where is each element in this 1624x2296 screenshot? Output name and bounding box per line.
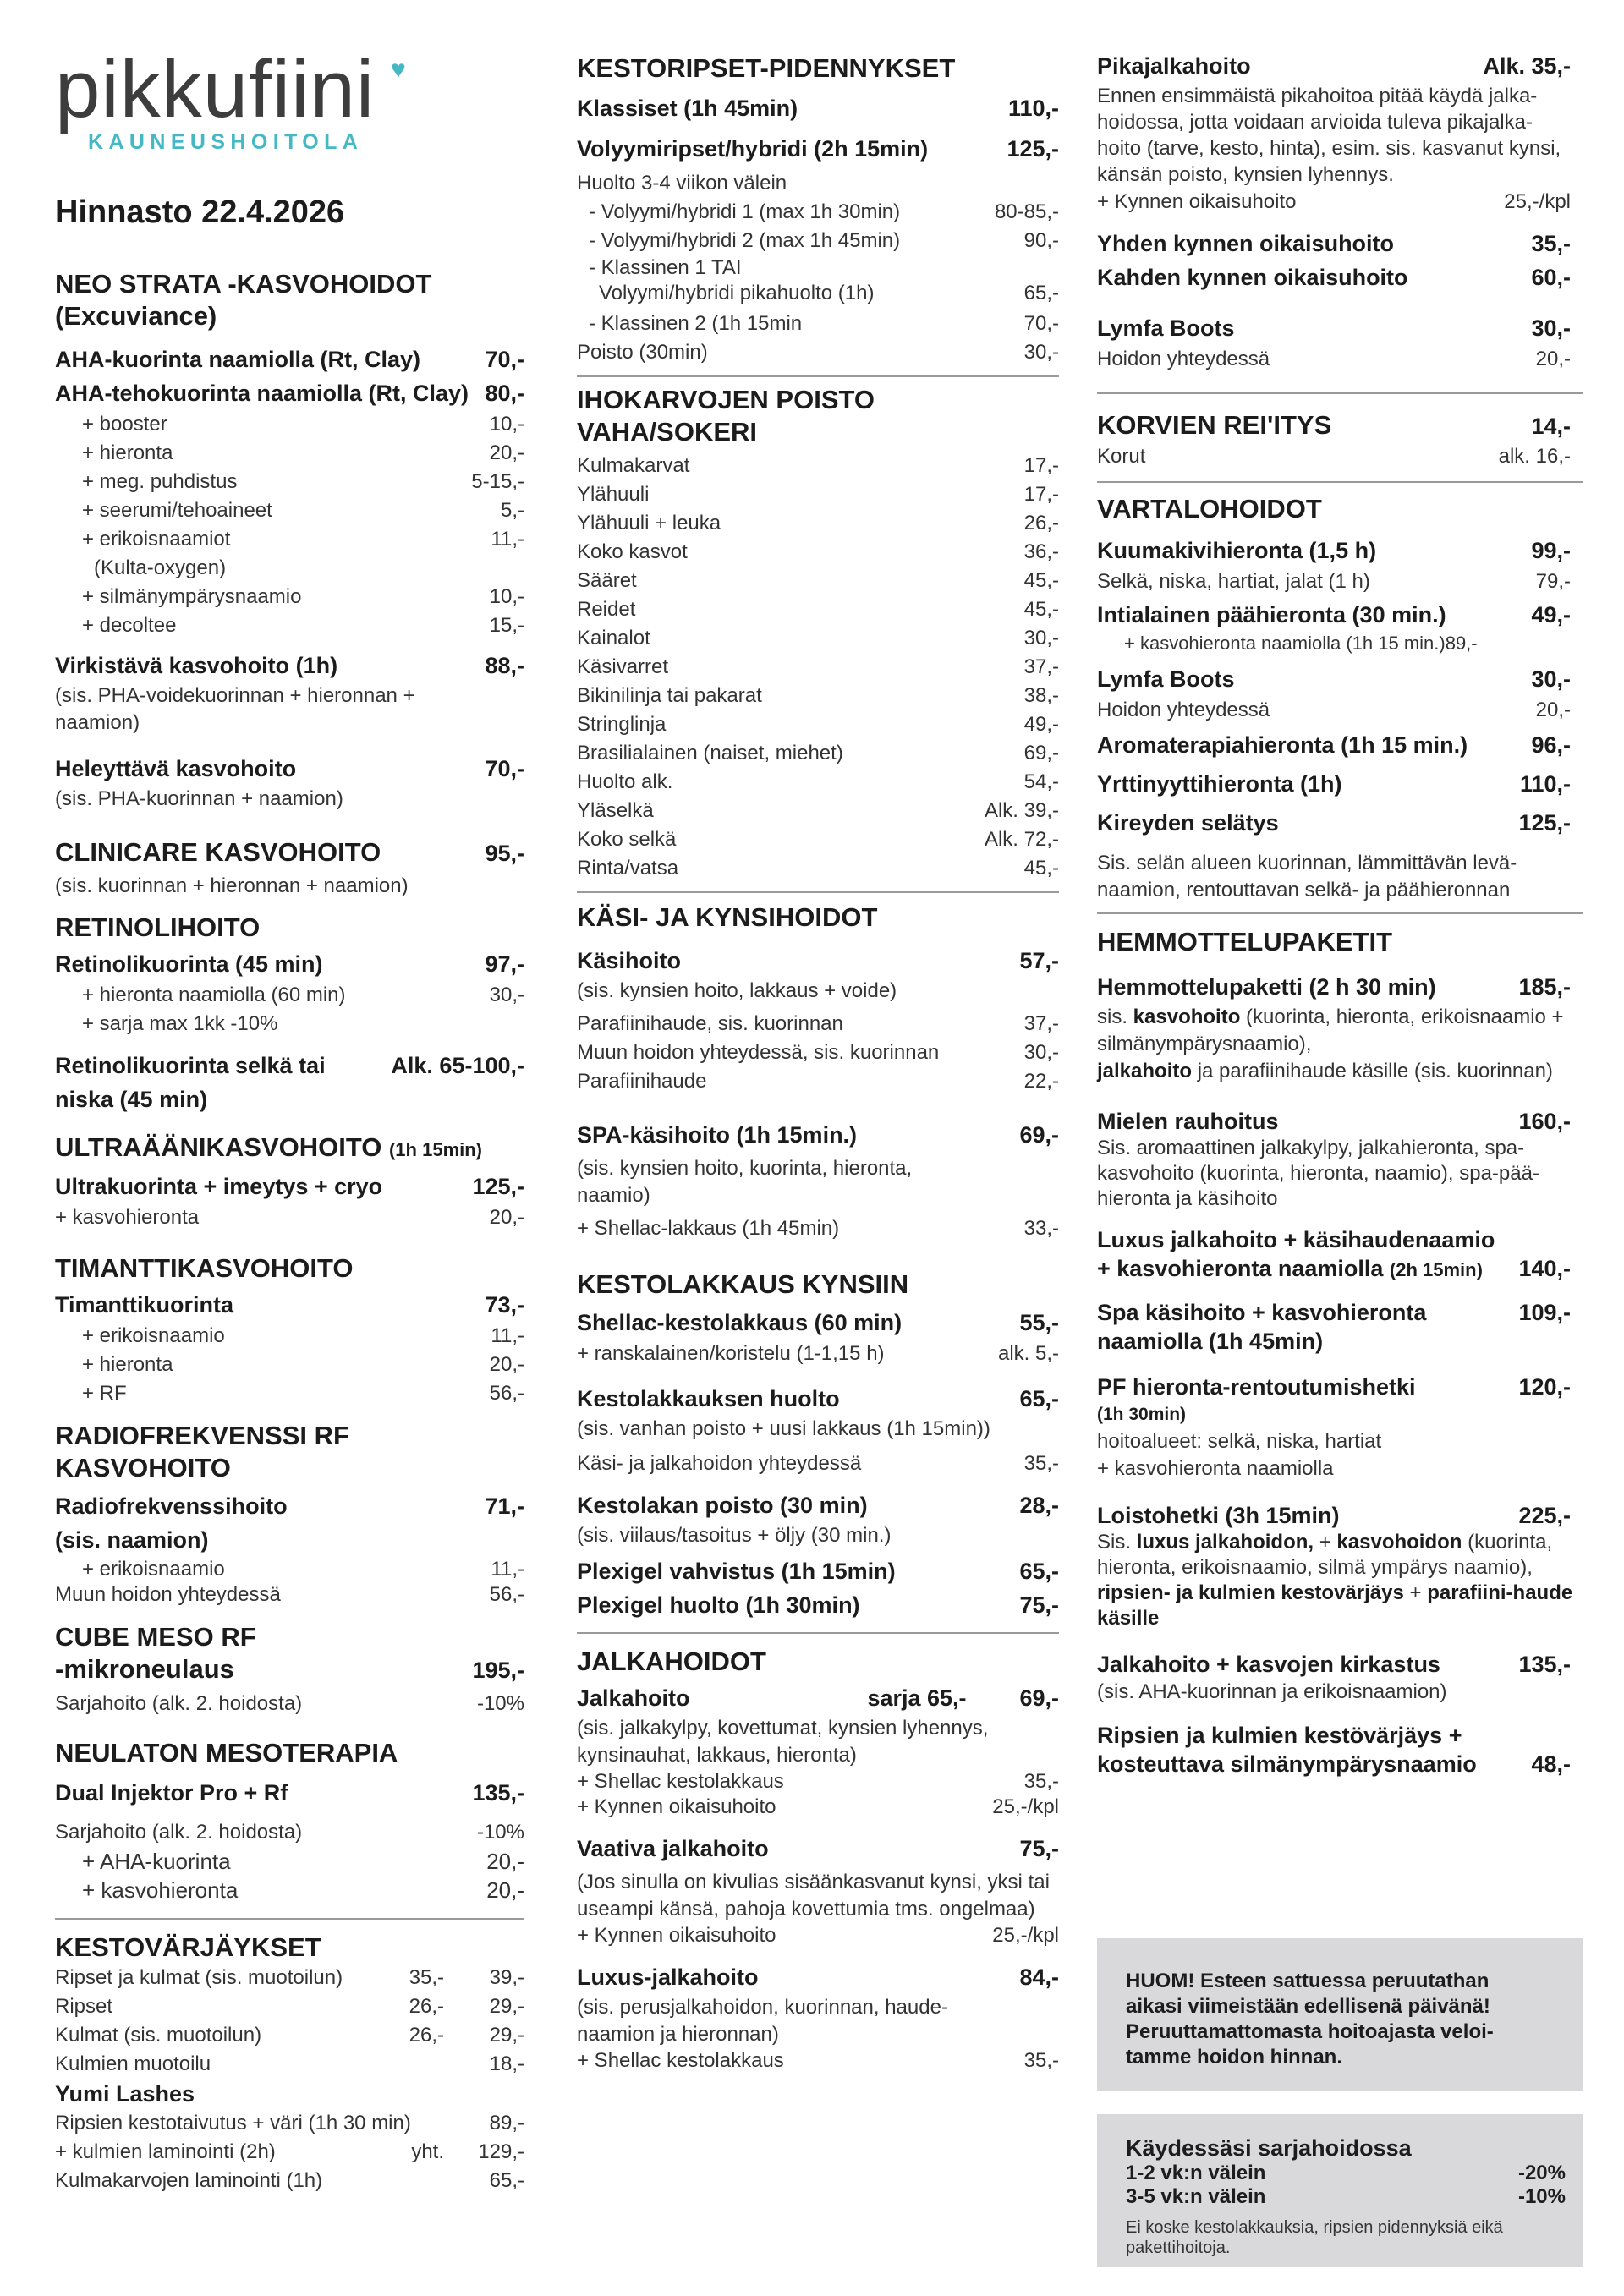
note: hoitoalueet: selkä, niska, hartiat xyxy=(1097,1430,1382,1453)
price-row: Kireyden selätys 125,- xyxy=(1097,810,1571,836)
sub-row: - Klassinen 2 (1h 15min 70,- xyxy=(589,312,1059,335)
note: (1h 30min) xyxy=(1097,1405,1187,1424)
sub-row: + Kynnen oikaisuhoito 25,-/kpl xyxy=(577,1924,1059,1947)
section-heading: ULTRAÄÄNIKASVOHOITO (1h 15min) xyxy=(55,1132,483,1162)
column-right xyxy=(1097,49,1583,1778)
sub-row: + ranskalainen/koristelu (1-1,15 h) alk. 5,- xyxy=(577,1342,1059,1365)
note: (sis. PHA-voidekuorinnan + hieronnan + naamion) xyxy=(55,684,415,734)
sub-row: Muun hoidon yhteydessä 56,- xyxy=(55,1583,524,1606)
section-heading: KESTORIPSET-PIDENNYKSET xyxy=(577,53,956,83)
note: (sis. kynsien hoito, lakkaus + voide) xyxy=(577,979,897,1002)
sub-row: Poisto (30min) 30,- xyxy=(577,341,1059,364)
note: (Jos sinulla on kivulias sisäänkasvanut kynsi, yksi tai useampi känsä, pahoja kovettumia tms. ongelmaa) xyxy=(577,1871,1050,1921)
price-row: Hemmottelupaketti (2 h 30 min) 185,- xyxy=(1097,974,1571,1000)
price-row: Timanttikuorinta 73,- xyxy=(55,1292,524,1318)
note: (sis. PHA-kuorinnan + naamion) xyxy=(55,787,343,810)
section-heading: RETINOLIHOITO xyxy=(55,912,261,942)
sub-row: + erikoisnaamio 11,- xyxy=(82,1324,524,1347)
price-row: Kuumakivihieronta (1,5 h) 99,- xyxy=(1097,538,1571,563)
section-heading: JALKAHOIDOT xyxy=(577,1647,766,1676)
price-row-cont: (sis. naamion) xyxy=(55,1527,209,1553)
price-row-cont: naamiolla (1h 45min) xyxy=(1097,1329,1324,1354)
price-row: Yhden kynnen oikaisuhoito 35,- xyxy=(1097,231,1571,256)
price-row: Jalkahoito sarja 65,- 69,- xyxy=(577,1685,1059,1711)
divider xyxy=(1097,392,1583,394)
price-row: Luxus-jalkahoito 84,- xyxy=(577,1964,1059,1990)
price-row-cont: niska (45 min) xyxy=(55,1087,208,1112)
price-row: Pikajalkahoito Alk. 35,- xyxy=(1097,53,1571,79)
sub-row: + hieronta naamiolla (60 min) 30,- xyxy=(82,984,524,1006)
price-row: Dual Injektor Pro + Rf 135,- xyxy=(55,1780,524,1806)
price-row: Heleyttävä kasvohoito 70,- xyxy=(55,756,524,781)
sub-row: + AHA-kuorinta 20,- xyxy=(82,1849,524,1874)
sub-row: + hieronta 20,- xyxy=(82,441,524,464)
price-row: Yrttinyyttihieronta (1h) 110,- xyxy=(1097,771,1571,797)
sub-row: + erikoisnaamiot 11,- xyxy=(82,528,524,551)
discount-row: 1-2 vk:n välein -20% xyxy=(1126,2162,1566,2184)
list-item: Yläselkä Alk. 39,- xyxy=(577,799,1059,822)
heart-icon: ♥ xyxy=(391,56,406,84)
price-row: Kestolakkauksen huolto 65,- xyxy=(577,1386,1059,1411)
note: (sis. vanhan poisto + uusi lakkaus (1h 15min)) xyxy=(577,1417,990,1440)
notice-text: HUOM! Esteen sattuessa peruutathan aikasi viimeistään edellisenä päivänä! Peruuttamattomasta hoitoajasta veloi-tamme hoidon hinnan. xyxy=(1126,1970,1494,2069)
price-row: Ripset ja kulmat (sis. muotoilun) 35,- 39,- xyxy=(55,1966,524,1989)
divider xyxy=(577,891,1059,893)
price-row: Ripsien ja kulmien kestövärjäys + xyxy=(1097,1723,1462,1748)
note: Sis. selän alueen kuorinnan, lämmittävän levä-naamion, rentouttavan selkä- ja päähieronnan xyxy=(1097,852,1517,901)
price-row: Volyymiripset/hybridi (2h 15min) 125,- xyxy=(577,136,1059,162)
note: Sis. aromaattinen jalkakylpy, jalkahieronta, spa-kasvohoito (kuorinta, hieronta, naamio), spa-pää-hieronta ja käsihoito xyxy=(1097,1137,1539,1210)
sub-row: Parafiinihaude, sis. kuorinnan 37,- xyxy=(577,1012,1059,1035)
sub-row: + decoltee 15,- xyxy=(82,614,524,637)
section-heading: NEULATON MESOTERAPIA xyxy=(55,1738,398,1767)
section-heading: -mikroneulaus 195,- xyxy=(55,1654,524,1684)
price-row: Intialainen päähieronta (30 min.) 49,- xyxy=(1097,602,1571,627)
list-item: Kulmakarvat 17,- xyxy=(577,454,1059,477)
price-row: Kahden kynnen oikaisuhoito 60,- xyxy=(1097,265,1571,290)
list-item: Stringlinja 49,- xyxy=(577,713,1059,736)
section-heading: RADIOFREKVENSSI RF KASVOHOITO xyxy=(55,1421,349,1482)
sub-row: Käsi- ja jalkahoidon yhteydessä 35,- xyxy=(577,1452,1059,1475)
note: Ennen ensimmäistä pikahoitoa pitää käydä jalka-hoidossa, jotta voidaan arvioida tuleva pikajalka-hoito (tarve, kesto, hinta), esim. sis. kasvanut kynsi, känsän poisto, kynsien lyhennys. xyxy=(1097,85,1561,186)
divider xyxy=(1097,912,1583,914)
price-row: Radiofrekvenssihoito 71,- xyxy=(55,1493,524,1519)
price-row: Jalkahoito + kasvojen kirkastus 135,- xyxy=(1097,1652,1571,1677)
sub-row: + RF 56,- xyxy=(82,1382,524,1405)
price-row: + kulmien laminointi (2h) yht. 129,- xyxy=(55,2140,524,2163)
price-row: Plexigel vahvistus (1h 15min) 65,- xyxy=(577,1559,1059,1584)
sub-row: + erikoisnaamio 11,- xyxy=(82,1558,524,1581)
price-row: + kasvohieronta naamiolla (2h 15min) 140,- xyxy=(1097,1256,1571,1281)
sub-row: + Shellac-lakkaus (1h 45min) 33,- xyxy=(577,1217,1059,1240)
price-row: Kestolakan poisto (30 min) 28,- xyxy=(577,1493,1059,1518)
sub-row: Selkä, niska, hartiat, jalat (1 h) 79,- xyxy=(1097,570,1571,593)
logo-subtitle: KAUNEUSHOITOLA xyxy=(88,130,364,154)
note: (sis. kuorinnan + hieronnan + naamion) xyxy=(55,874,409,897)
list-item: Ylähuuli 17,- xyxy=(577,483,1059,506)
section-heading: CLINICARE KASVOHOITO 95,- xyxy=(55,837,524,867)
price-row: SPA-käsihoito (1h 15min.) 69,- xyxy=(577,1122,1059,1148)
sub-text: - Klassinen 1 TAI xyxy=(589,256,742,279)
price-row: Retinolikuorinta selkä tai Alk. 65-100,- xyxy=(55,1053,524,1078)
price-row: kosteuttava silmänympärysnaamio 48,- xyxy=(1097,1751,1571,1777)
price-row: Lymfa Boots 30,- xyxy=(1097,666,1571,692)
price-row: Lymfa Boots 30,- xyxy=(1097,315,1571,341)
box-footnote: Ei koske kestolakkauksia, ripsien pidennyksiä eikä pakettihoitoja. xyxy=(1126,2218,1503,2257)
price-row: Klassiset (1h 45min) 110,- xyxy=(577,96,1059,121)
box-title: Käydessäsi sarjahoidossa xyxy=(1126,2135,1412,2161)
sub-row: + meg. puhdistus 5-15,- xyxy=(82,470,524,493)
note: + kasvohieronta naamiolla xyxy=(1097,1457,1334,1480)
sub-row: - Volyymi/hybridi 1 (max 1h 30min) 80-85,- xyxy=(589,200,1059,223)
price-row: Kulmakarvojen laminointi (1h) 65,- xyxy=(55,2169,524,2192)
list-item: Rinta/vatsa 45,- xyxy=(577,857,1059,879)
section-heading: NEO STRATA -KASVOHOIDOT xyxy=(55,269,432,299)
section-heading-sub: (Excuviance) xyxy=(55,301,217,331)
sub-row: + seerumi/tehoaineet 5,- xyxy=(82,499,524,522)
price-row: PF hieronta-rentoutumishetki 120,- xyxy=(1097,1374,1571,1400)
section-heading: HEMMOTTELUPAKETIT xyxy=(1097,927,1393,956)
wax-list xyxy=(577,452,1059,883)
list-item: Huolto alk. 54,- xyxy=(577,770,1059,793)
note: Sis. luxus jalkahoidon, + kasvohoidon (kuorinta, hieronta, erikoisnaamio, silmä ympärys naamio), ripsien- ja kulmien kestovärjäys + parafiini-haude käsille xyxy=(1097,1531,1573,1630)
section-heading: KESTOLAKKAUS KYNSIIN xyxy=(577,1269,909,1299)
series-discount-box xyxy=(1097,2114,1583,2267)
price-row: Vaativa jalkahoito 75,- xyxy=(577,1836,1059,1861)
section-heading: KORVIEN REI'ITYS 14,- xyxy=(1097,410,1571,440)
price-row: Mielen rauhoitus 160,- xyxy=(1097,1109,1571,1134)
list-item: Kainalot 30,- xyxy=(577,627,1059,649)
sub-row: Parafiinihaude 22,- xyxy=(577,1070,1059,1093)
section-heading: VARTALOHOIDOT xyxy=(1097,494,1322,523)
sub-row: + booster 10,- xyxy=(82,413,524,436)
column-middle xyxy=(577,52,1059,2074)
discount-row: 3-5 vk:n välein -10% xyxy=(1126,2185,1566,2208)
column-left xyxy=(55,44,524,2195)
note: (sis. kynsien hoito, kuorinta, hieronta, naamio) xyxy=(577,1157,913,1207)
price-row: Aromaterapiahieronta (1h 15 min.) 96,- xyxy=(1097,732,1571,758)
price-row: Kulmat (sis. muotoilun) 26,- 29,- xyxy=(55,2024,524,2047)
sub-row: + Kynnen oikaisuhoito 25,-/kpl xyxy=(1097,190,1571,213)
sub-row: Hoidon yhteydessä 20,- xyxy=(1097,348,1571,370)
divider xyxy=(577,1632,1059,1634)
sub-text: Huolto 3-4 viikon välein xyxy=(577,172,787,195)
price-row: Plexigel huolto (1h 30min) 75,- xyxy=(577,1592,1059,1618)
price-row: Ultrakuorinta + imeytys + cryo 125,- xyxy=(55,1174,524,1199)
divider xyxy=(1097,481,1583,483)
note: (sis. perusjalkahoidon, kuorinnan, haude-naamion ja hieronnan) xyxy=(577,1996,948,2046)
sub-row: + kasvohieronta 20,- xyxy=(82,1877,524,1903)
sub-row: Sarjahoito (alk. 2. hoidosta) -10% xyxy=(55,1692,524,1715)
note: sis. kasvohoito (kuorinta, hieronta, erikoisnaamio + silmänympärysnaamio), jalkahoito ja parafiinihaude käsille (sis. kuorinnan) xyxy=(1097,1006,1564,1082)
price-row: Kulmien muotoilu 18,- xyxy=(55,2052,524,2075)
list-item: Reidet 45,- xyxy=(577,598,1059,621)
sub-row: + sarja max 1kk -10% xyxy=(82,1012,278,1035)
price-row: Shellac-kestolakkaus (60 min) 55,- xyxy=(577,1310,1059,1335)
sub-row: + Kynnen oikaisuhoito 25,-/kpl xyxy=(577,1795,1059,1818)
list-item: Koko kasvot 36,- xyxy=(577,540,1059,563)
price-row: Käsihoito 57,- xyxy=(577,948,1059,973)
sub-row: + hieronta 20,- xyxy=(82,1353,524,1376)
price-row: Ripsien kestotaivutus + väri (1h 30 min) 89,- xyxy=(55,2112,524,2134)
sub-row: + Shellac kestolakkaus 35,- xyxy=(577,2049,1059,2072)
sub-row: (Kulta-oxygen) xyxy=(94,556,227,579)
section-heading: KÄSI- JA KYNSIHOIDOT xyxy=(577,902,878,932)
price-row: Luxus jalkahoito + käsihaudenaamio xyxy=(1097,1227,1495,1252)
cancellation-notice xyxy=(1097,1938,1583,2091)
list-item: Koko selkä Alk. 72,- xyxy=(577,828,1059,851)
section-heading: CUBE MESO RF xyxy=(55,1622,256,1652)
sub-row: + Shellac kestolakkaus 35,- xyxy=(577,1770,1059,1793)
list-item: Bikinilinja tai pakarat 38,- xyxy=(577,684,1059,707)
divider xyxy=(577,375,1059,377)
price-row: AHA-kuorinta naamiolla (Rt, Clay) 70,- xyxy=(55,347,524,372)
list-item: Sääret 45,- xyxy=(577,569,1059,592)
section-heading: TIMANTTIKASVOHOITO xyxy=(55,1253,354,1283)
sub-row: Korut alk. 16,- xyxy=(1097,445,1571,468)
note: (sis. jalkakylpy, kovettumat, kynsien lyhennys, kynsinauhat, lakkaus, hieronta) xyxy=(577,1717,989,1767)
sub-row: Muun hoidon yhteydessä, sis. kuorinnan 30,- xyxy=(577,1041,1059,1064)
price-row: Spa käsihoito + kasvohieronta 109,- xyxy=(1097,1300,1571,1325)
section-heading: KESTOVÄRJÄYKSET xyxy=(55,1932,321,1962)
list-item: Käsivarret 37,- xyxy=(577,655,1059,678)
sub-row: - Volyymi/hybridi 2 (max 1h 45min) 90,- xyxy=(589,229,1059,252)
list-item: Ylähuuli + leuka 26,- xyxy=(577,512,1059,534)
sub-row: + silmänympärysnaamio 10,- xyxy=(82,585,524,608)
note: (sis. AHA-kuorinnan ja erikoisnaamion) xyxy=(1097,1680,1447,1703)
sub-row: Hoidon yhteydessä 20,- xyxy=(1097,699,1571,721)
price-row: Virkistävä kasvohoito (1h) 88,- xyxy=(55,653,524,678)
logo xyxy=(55,44,524,159)
price-row: Loistohetki (3h 15min) 225,- xyxy=(1097,1503,1571,1528)
note: (sis. viilaus/tasoitus + öljy (30 min.) xyxy=(577,1524,892,1547)
page-title: Hinnasto 22.4.2026 xyxy=(55,195,345,230)
sub-row: + kasvohieronta 20,- xyxy=(55,1206,524,1229)
price-row: Retinolikuorinta (45 min) 97,- xyxy=(55,951,524,977)
price-row: AHA-tehokuorinta naamiolla (Rt, Clay) 80,- xyxy=(55,381,524,406)
sub-text: + kasvohieronta naamiolla (1h 15 min.)89,- xyxy=(1124,633,1478,654)
price-row: Ripset 26,- 29,- xyxy=(55,1995,524,2018)
logo-wordmark: pikkufiini xyxy=(55,44,376,134)
divider xyxy=(55,1918,524,1920)
subsection-heading: Yumi Lashes xyxy=(55,2081,195,2107)
sub-row: Volyymi/hybridi pikahuolto (1h) 65,- xyxy=(599,282,1059,304)
section-heading: IHOKARVOJEN POISTO VAHA/SOKERI xyxy=(577,385,875,447)
list-item: Brasilialainen (naiset, miehet) 69,- xyxy=(577,742,1059,764)
sub-row: Sarjahoito (alk. 2. hoidosta) -10% xyxy=(55,1821,524,1844)
